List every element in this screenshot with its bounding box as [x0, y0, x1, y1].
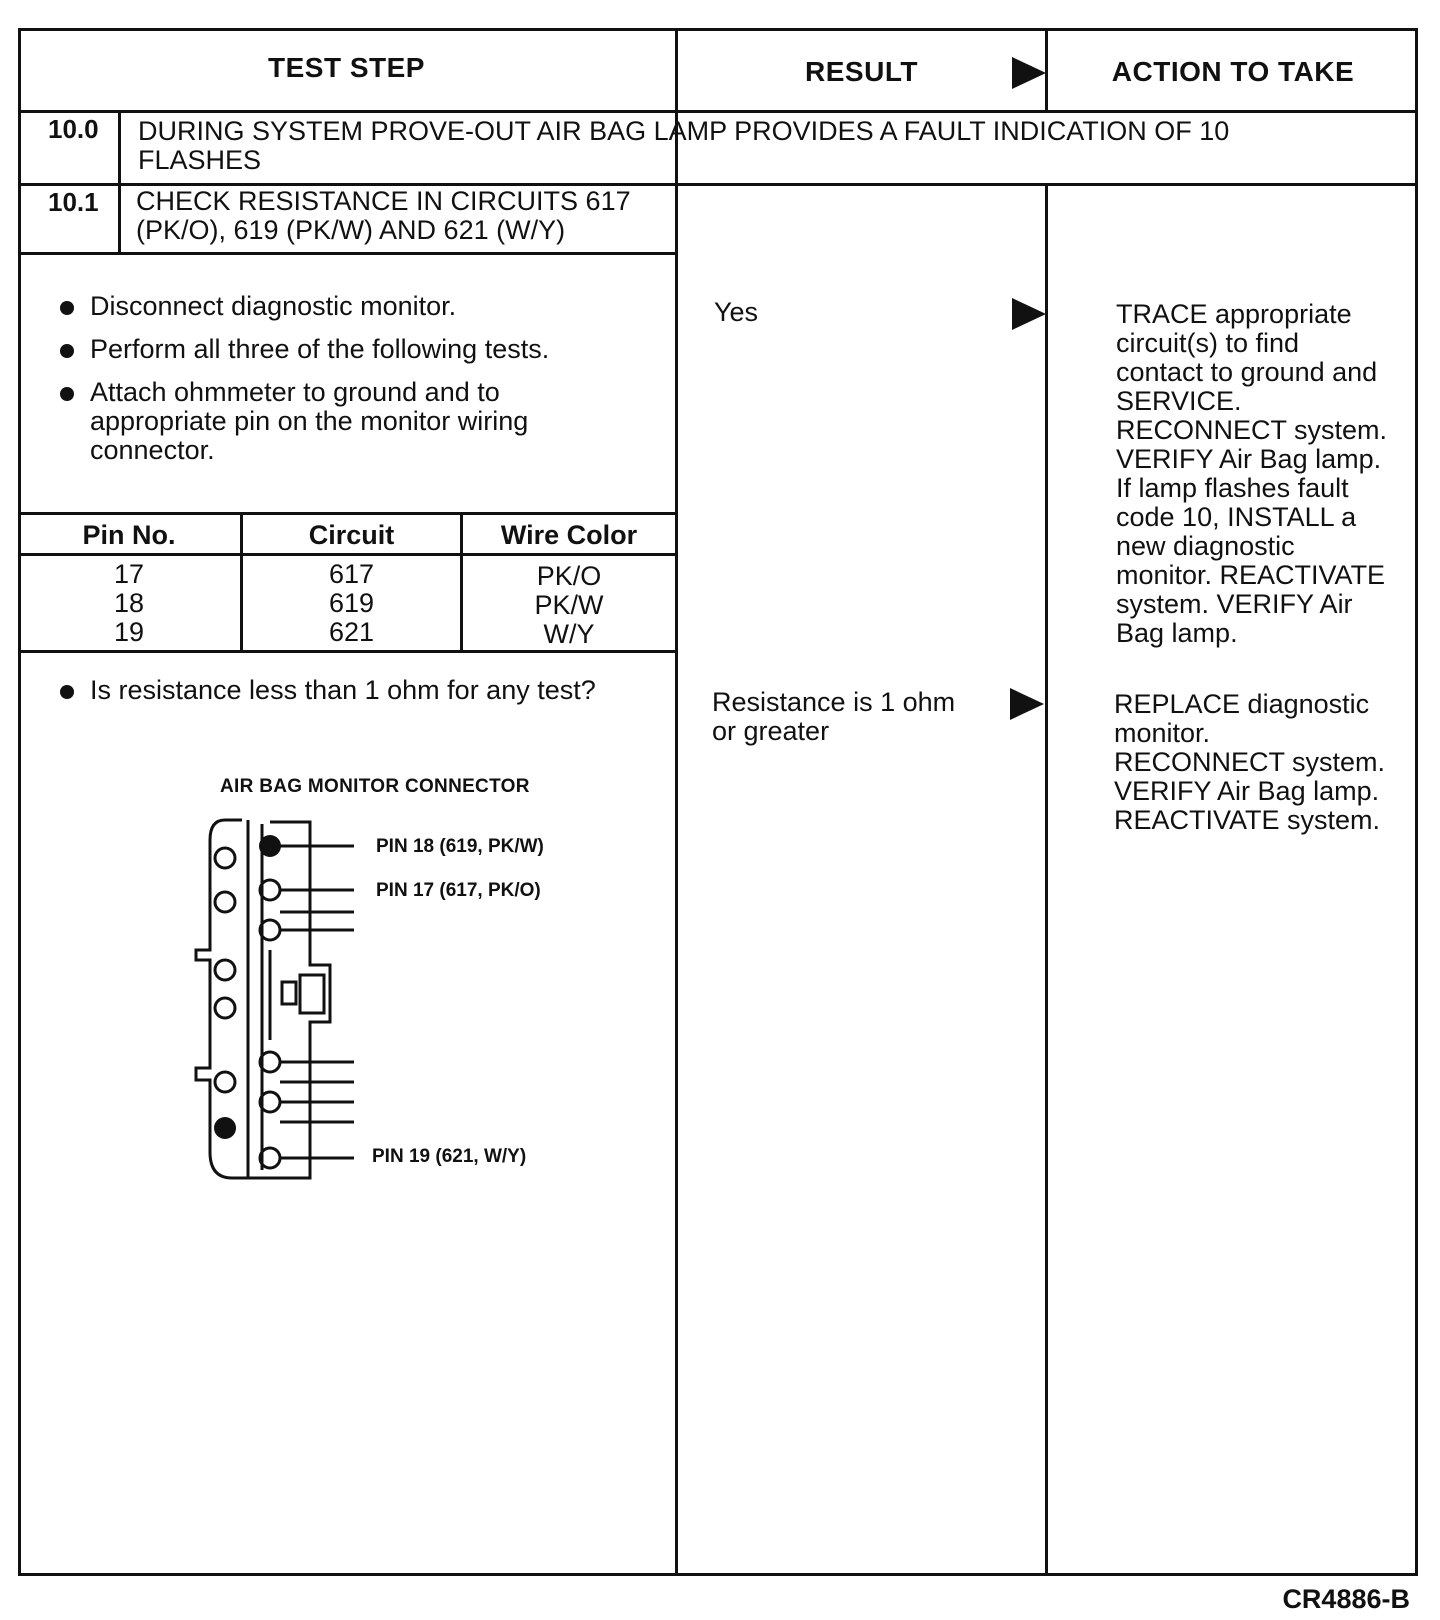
- step-column-rule: [675, 28, 678, 1576]
- action-line: TRACE appropriate: [1116, 299, 1352, 329]
- action-line: REPLACE diagnostic: [1114, 689, 1370, 719]
- header-bottom-rule: [18, 110, 1418, 113]
- circuit-cell: 619: [328, 588, 375, 618]
- action-line: circuit(s) to find: [1116, 328, 1300, 358]
- pin-cell: 18: [113, 588, 145, 618]
- pin-table-header-wire-color: Wire Color: [500, 520, 638, 550]
- action-line: code 10, INSTALL a: [1116, 502, 1357, 532]
- result-no-line-2: or greater: [712, 716, 830, 746]
- action-line: REACTIVATE system.: [1114, 805, 1381, 835]
- result-yes: Yes: [714, 297, 759, 327]
- action-line: RECONNECT system.: [1114, 747, 1386, 777]
- step-10-1-number: 10.1: [48, 187, 99, 217]
- connector-diagram-title: AIR BAG MONITOR CONNECTOR: [220, 776, 530, 797]
- pin-table-circuit-column: [243, 560, 460, 647]
- action-no: [1114, 690, 1424, 835]
- instruction-item: Attach ohmmeter to ground and to appropriate pin on the monitor wiring connector.: [58, 378, 570, 465]
- pin-cell: 17: [113, 559, 145, 589]
- action-line: RECONNECT system.: [1116, 415, 1388, 445]
- action-line: contact to ground and: [1116, 357, 1378, 387]
- header-arrow-icon: [1012, 57, 1046, 89]
- pin-table-wire-column: [463, 562, 675, 649]
- pin-table-header-rule: [18, 553, 678, 556]
- pin-table-header-pin: Pin No.: [82, 520, 176, 550]
- instruction-list: [58, 292, 658, 479]
- air-bag-monitor-connector-diagram: [180, 810, 580, 1190]
- instruction-item: Perform all three of the following tests.: [58, 335, 658, 364]
- result-no: [712, 688, 955, 746]
- step-10-0-text: DURING SYSTEM PROVE-OUT AIR BAG LAMP PROVIDES A FAULT INDICATION OF 10 FLASHES: [138, 116, 1230, 175]
- header-test-step: TEST STEP: [268, 52, 425, 83]
- action-line: monitor. REACTIVATE: [1116, 560, 1386, 590]
- action-yes: [1116, 300, 1426, 648]
- result-yes-arrow-icon: [1012, 298, 1046, 330]
- action-line: Bag lamp.: [1116, 618, 1238, 648]
- result-no-line-1: Resistance is 1 ohm: [712, 687, 956, 717]
- circuit-cell: 621: [328, 617, 375, 647]
- action-line: system. VERIFY Air: [1116, 589, 1353, 619]
- action-line: SERVICE.: [1116, 386, 1242, 416]
- step-number-rule: [118, 110, 121, 252]
- pin-19-label: PIN 19 (621, W/Y): [372, 1146, 527, 1167]
- action-line: VERIFY Air Bag lamp.: [1116, 444, 1382, 474]
- pin-table-top-rule: [18, 512, 678, 515]
- result-column-rule-lower: [1045, 183, 1048, 1576]
- pin-cell: 19: [113, 617, 145, 647]
- pin-17-label: PIN 17 (617, PK/O): [376, 880, 541, 901]
- wire-color-cell: W/Y: [543, 619, 595, 649]
- resistance-question: Is resistance less than 1 ohm for any test?: [58, 676, 596, 705]
- wire-color-cell: PK/W: [534, 590, 604, 620]
- header-result: RESULT: [805, 56, 918, 87]
- instruction-item: Disconnect diagnostic monitor.: [58, 292, 658, 321]
- circuit-cell: 617: [328, 559, 375, 589]
- step-10-1-text: CHECK RESISTANCE IN CIRCUITS 617 (PK/O), 619 (PK/W) AND 621 (W/Y): [136, 186, 631, 245]
- pin-table-pin-column: [18, 560, 240, 647]
- pin-table-bottom-rule: [18, 650, 678, 653]
- pin-18-label: PIN 18 (619, PK/W): [376, 836, 544, 857]
- result-no-arrow-icon: [1010, 688, 1044, 720]
- figure-code: CR4886-B: [1282, 1584, 1410, 1614]
- step-10-1-bottom-rule: [18, 252, 678, 255]
- action-line: monitor.: [1114, 718, 1211, 748]
- action-line: new diagnostic: [1116, 531, 1295, 561]
- wire-color-cell: PK/O: [536, 561, 602, 591]
- pin-table-header-circuit: Circuit: [308, 520, 395, 550]
- step-10-0-number: 10.0: [48, 114, 99, 144]
- action-line: VERIFY Air Bag lamp.: [1114, 776, 1380, 806]
- action-line: If lamp flashes fault: [1116, 473, 1349, 503]
- header-action: ACTION TO TAKE: [1111, 56, 1355, 87]
